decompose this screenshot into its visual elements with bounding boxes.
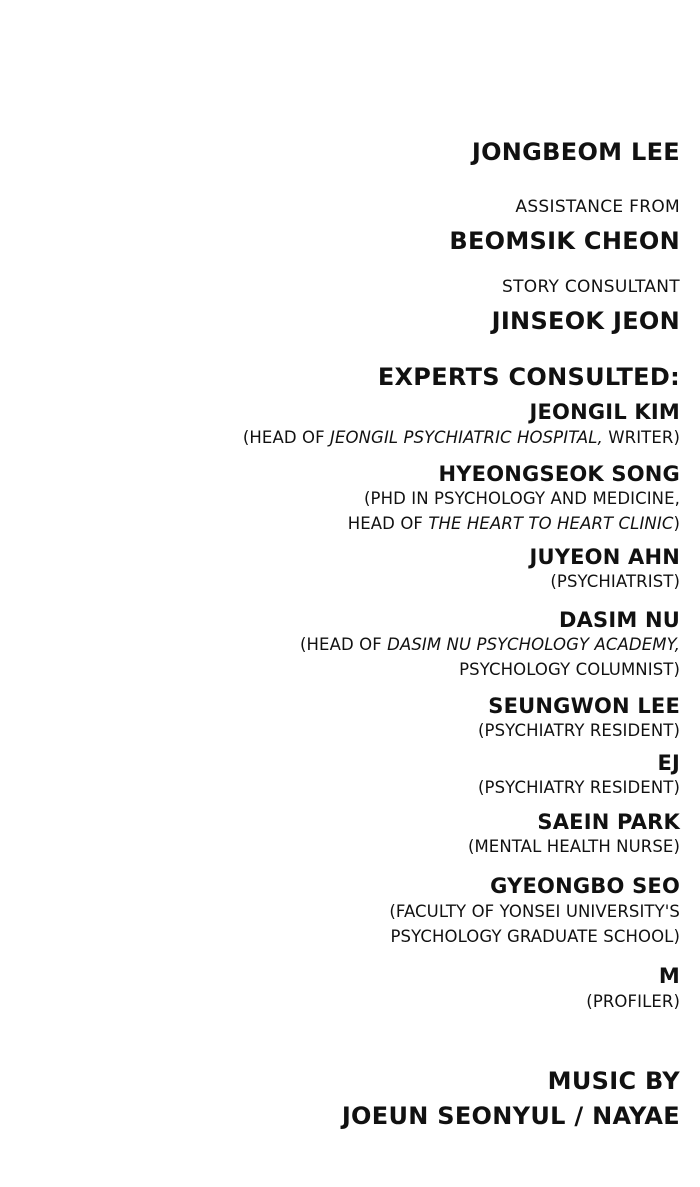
expert-name: JEONGIL KIM (529, 400, 680, 424)
expert-name: JUYEON AHN (529, 545, 680, 569)
expert-name: HYEONGSEOK SONG (438, 462, 680, 486)
expert-note: (PHD IN PSYCHOLOGY AND MEDICINE, (363, 489, 680, 508)
story-consultant-name: JINSEOK JEON (491, 307, 680, 335)
expert-name: SAEIN PARK (537, 810, 680, 834)
expert-note: (PROFILER) (586, 992, 680, 1011)
expert-name: DASIM NU (558, 608, 680, 632)
expert-note: (MENTAL HEALTH NURSE) (467, 837, 680, 856)
expert-name: GYEONGBO SEO (490, 874, 680, 898)
expert-note: HEAD OF THE HEART TO HEART CLINIC) (347, 514, 680, 533)
expert-note: (HEAD OF JEONGIL PSYCHIATRIC HOSPITAL, WRITER) (242, 428, 680, 447)
expert-note: (PSYCHIATRY RESIDENT) (478, 721, 680, 740)
expert-note: (PSYCHIATRIST) (550, 572, 680, 591)
music-names: JOEUN SEONYUL / NAYAE (341, 1102, 680, 1130)
author-name: JONGBEOM LEE (471, 138, 680, 166)
expert-note: (PSYCHIATRY RESIDENT) (478, 778, 680, 797)
expert-name: EJ (657, 751, 680, 775)
expert-note: PSYCHOLOGY GRADUATE SCHOOL) (390, 927, 680, 946)
expert-note: (FACULTY OF YONSEI UNIVERSITY'S (389, 902, 680, 921)
expert-name: M (658, 964, 680, 988)
expert-note: (HEAD OF DASIM NU PSYCHOLOGY ACADEMY, (300, 635, 680, 654)
expert-note: PSYCHOLOGY COLUMNIST) (459, 660, 680, 679)
assistance-label: ASSISTANCE FROM (515, 197, 680, 217)
assistance-name: BEOMSIK CHEON (449, 227, 680, 255)
music-label: MUSIC BY (547, 1067, 680, 1095)
expert-name: SEUNGWON LEE (488, 694, 680, 718)
experts-heading: EXPERTS CONSULTED: (377, 363, 680, 391)
story-consultant-label: STORY CONSULTANT (502, 277, 680, 297)
